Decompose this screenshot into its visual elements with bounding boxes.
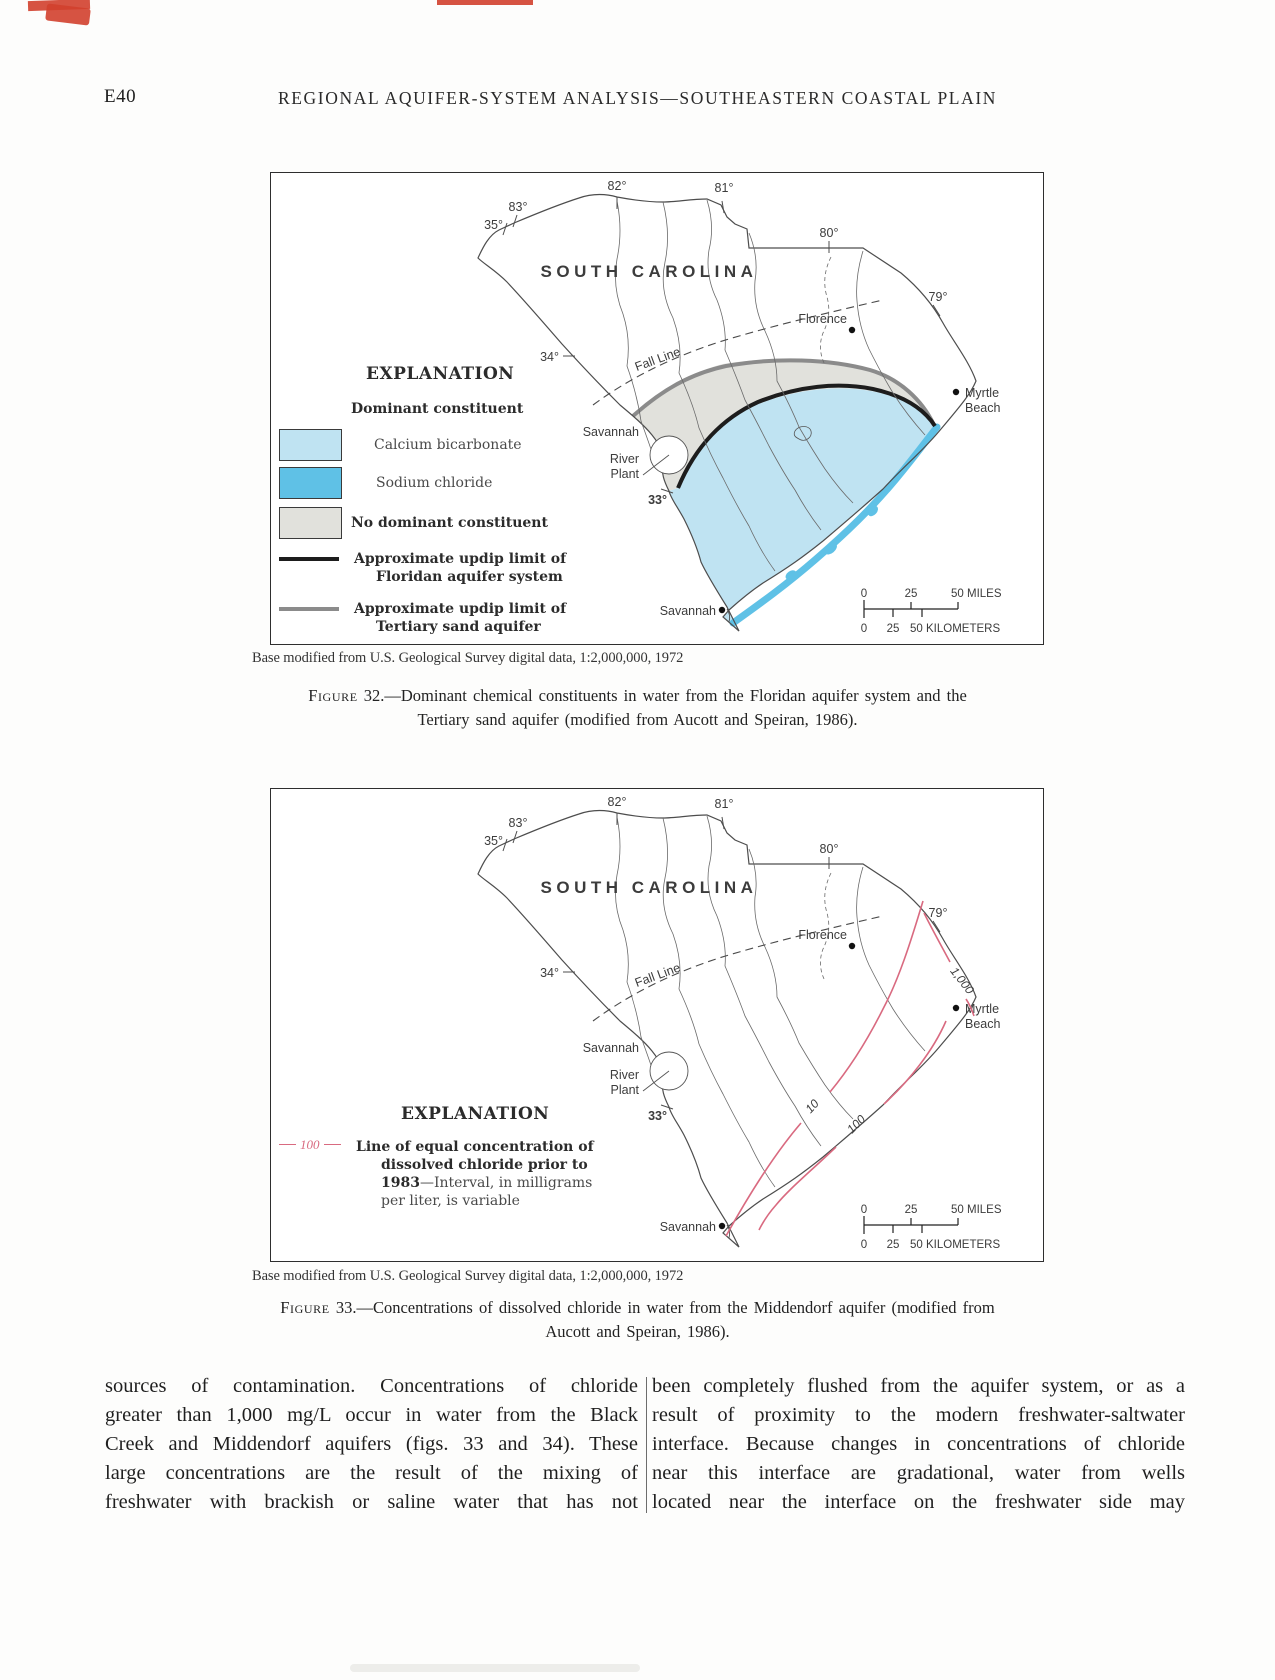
legend-swatch-no-dominant <box>279 507 342 539</box>
lon-81-label: 81° <box>714 181 734 195</box>
scale-km-50: 50 KILOMETERS <box>910 623 1001 635</box>
body-text-line: large concentrations are the result of the mixing of <box>105 1462 638 1484</box>
contour-1000-line <box>924 913 950 962</box>
fall-line-label: Fall Line <box>633 344 683 374</box>
river-line <box>663 818 775 1187</box>
florence-city-dot <box>849 327 855 333</box>
contour-100-line <box>759 1147 836 1230</box>
scale-bar <box>861 588 1002 635</box>
florence-label: Florence <box>798 312 847 326</box>
scale-km-0: 0 <box>860 623 868 635</box>
body-text-line: near this interface are gradational, water from wells <box>652 1462 1185 1484</box>
river-line-dashed <box>820 873 831 981</box>
contour-100-label: 100 <box>844 1112 869 1137</box>
scale-miles-25: 25 <box>904 1204 918 1216</box>
srp-label-1: Savannah <box>582 425 639 439</box>
lon-82-label: 82° <box>607 179 627 193</box>
chloride-contours <box>726 901 974 1236</box>
running-title: REGIONAL AQUIFER-SYSTEM ANALYSIS—SOUTHEASTERN COASTAL PLAIN <box>278 88 997 108</box>
figure32-regions <box>633 359 937 631</box>
scale-bar-line <box>864 600 958 618</box>
legend-line-floridan <box>279 557 339 561</box>
body-text-line: Creek and Middendorf aquifers (figs. 33 and 34). These <box>105 1433 638 1455</box>
legend-label-calcium-bicarbonate: Calcium bicarbonate <box>374 437 522 453</box>
figure32-caption-label: Figure <box>308 686 358 705</box>
figure33-caption <box>0 1296 1275 1344</box>
legend-label-no-dominant: No dominant constituent <box>351 515 548 531</box>
fall-line-label: Fall Line <box>633 960 683 990</box>
state-name-label: SOUTH CAROLINA <box>540 262 758 281</box>
lon-79-label: 79° <box>928 290 948 304</box>
figure32-explanation-subtitle: Dominant constituent <box>351 401 524 417</box>
body-text-line: greater than 1,000 mg/L occur in water from the Black <box>105 1404 638 1426</box>
figure32-caption-line2: Tertiary sand aquifer (modified from Aucott and Speiran, 1986). <box>417 710 858 729</box>
scale-km-25: 25 <box>886 623 900 635</box>
figure33-legend-line3-bold: 1983 <box>381 1175 420 1191</box>
lon-83-label: 83° <box>508 200 528 214</box>
figure33-legend-line4: per liter, is variable <box>381 1193 520 1209</box>
scale-bar <box>861 1204 1002 1251</box>
river-line-dashed <box>820 257 831 365</box>
figure33-explanation-title: EXPLANATION <box>401 1104 550 1124</box>
degree-labels <box>484 795 947 1123</box>
scale-km-50: 50 KILOMETERS <box>910 1239 1001 1251</box>
scale-km-25: 25 <box>886 1239 900 1251</box>
srp-label-3: Plant <box>610 467 639 481</box>
legend-label-floridan-1: Approximate updip limit of <box>354 551 567 567</box>
figure32-caption-line1: 32.—Dominant chemical constituents in water from the Floridan aquifer system and the <box>357 686 967 705</box>
lat-34-label: 34° <box>540 966 559 980</box>
contour-100-line <box>884 1021 946 1104</box>
myrtle-beach-city-dot <box>953 1005 959 1011</box>
degree-tick <box>513 215 517 227</box>
body-text-line: sources of contamination. Concentrations of chloride <box>105 1375 638 1397</box>
body-text-line: result of proximity to the modern freshwater-saltwater <box>652 1404 1185 1426</box>
figure33-base-credit: Base modified from U.S. Geological Survey digital data, 1:2,000,000, 1972 <box>252 1268 684 1284</box>
legend-label-floridan-2: Floridan aquifer system <box>376 569 563 585</box>
degree-ticks <box>503 813 940 1109</box>
srp-label-1: Savannah <box>582 1041 639 1055</box>
lon-79-label: 79° <box>928 906 948 920</box>
savannah-city-dot <box>719 1223 725 1229</box>
body-left-column <box>105 1372 638 1517</box>
myrtle-beach-city-dot <box>953 389 959 395</box>
lat-34-label: 34° <box>540 350 559 364</box>
figure33-caption-line1: 33.—Concentrations of dissolved chloride in water from the Middendorf aquifer (modified from <box>329 1298 995 1317</box>
lon-80-label: 80° <box>819 226 839 240</box>
contour-labels <box>802 964 977 1136</box>
savannah-city-dot <box>719 607 725 613</box>
river-line <box>857 867 925 1051</box>
scan-smudge <box>350 1664 640 1672</box>
figure33-frame <box>270 788 1044 1262</box>
body-text-line: freshwater with brackish or saline water that has not <box>105 1491 638 1513</box>
column-divider <box>646 1377 647 1513</box>
figure32-explanation-title: EXPLANATION <box>366 364 515 384</box>
state-name-label: SOUTH CAROLINA <box>540 878 758 897</box>
savannah-label: Savannah <box>659 604 716 618</box>
page-number: E40 <box>104 86 137 107</box>
contour-legend-symbol <box>279 1136 341 1154</box>
figure33-legend-line3-reg: —Interval, in milligrams <box>419 1175 593 1191</box>
figure32-caption <box>0 684 1275 732</box>
figure33-caption-label: Figure <box>280 1298 330 1317</box>
body-right-column <box>652 1372 1185 1517</box>
srp-label-3: Plant <box>610 1083 639 1097</box>
savannah-label: Savannah <box>659 1220 716 1234</box>
florence-label: Florence <box>798 928 847 942</box>
lon-80-label: 80° <box>819 842 839 856</box>
legend-label-tertiary-2: Tertiary sand aquifer <box>376 619 541 635</box>
legend-line-tertiary <box>279 607 339 611</box>
scale-miles-25: 25 <box>904 588 918 600</box>
lat-33-label: 33° <box>648 493 667 507</box>
body-text-line: located near the interface on the freshwater side may <box>652 1491 1185 1513</box>
degree-tick <box>503 223 507 235</box>
florence-city-dot <box>849 943 855 949</box>
degree-tick <box>503 839 507 851</box>
scale-miles-50: 50 MILES <box>951 1204 1002 1216</box>
srp-label-2: River <box>609 452 639 466</box>
lat-35-label: 35° <box>484 218 503 232</box>
lat-35-label: 35° <box>484 834 503 848</box>
scan-artifact <box>437 0 533 5</box>
lon-83-label: 83° <box>508 816 528 830</box>
body-text-line: interface. Because changes in concentrations of chloride <box>652 1433 1185 1455</box>
legend-label-tertiary-1: Approximate updip limit of <box>354 601 567 617</box>
scale-bar-line <box>864 1216 958 1234</box>
scale-miles-0: 0 <box>860 588 868 600</box>
srp-label-2: River <box>609 1068 639 1082</box>
figure32-frame <box>270 172 1044 645</box>
scale-miles-0: 0 <box>860 1204 868 1216</box>
scale-miles-50: 50 MILES <box>951 588 1002 600</box>
legend-label-sodium-chloride: Sodium chloride <box>376 475 493 491</box>
degree-tick <box>513 831 517 843</box>
river-lines <box>615 816 925 1187</box>
legend-swatch-calcium-bicarbonate <box>279 429 342 461</box>
river-line <box>615 817 655 1077</box>
myrtle-beach-label-2: Beach <box>965 1017 1001 1031</box>
lon-82-label: 82° <box>607 795 627 809</box>
lat-33-label: 33° <box>648 1109 667 1123</box>
myrtle-beach-label-2: Beach <box>965 401 1001 415</box>
figure32-base-credit: Base modified from U.S. Geological Survey digital data, 1:2,000,000, 1972 <box>252 650 684 666</box>
myrtle-beach-label-1: Myrtle <box>965 386 1000 400</box>
contour-legend-dash <box>279 1144 296 1145</box>
figure33-caption-line2: Aucott and Speiran, 1986). <box>545 1322 730 1341</box>
contour-legend-value: 100 <box>300 1137 320 1152</box>
river-line <box>749 849 853 1119</box>
figure33-legend-line2: dissolved chloride prior to <box>381 1157 588 1173</box>
contour-1000-label: 1,000 <box>947 964 977 997</box>
degree-tick <box>933 921 940 932</box>
degree-tick <box>933 305 940 316</box>
contour-legend-dash <box>324 1144 341 1145</box>
figure33-legend-line1: Line of equal concentration of <box>356 1139 594 1155</box>
figure33-legend-line3 <box>381 1175 592 1191</box>
scale-km-0: 0 <box>860 1239 868 1251</box>
myrtle-beach-label-1: Myrtle <box>965 1002 1000 1016</box>
body-text-line: been completely flushed from the aquifer system, or as a <box>652 1375 1185 1397</box>
legend-swatch-sodium-chloride <box>279 467 342 499</box>
lon-81-label: 81° <box>714 797 734 811</box>
contour-10-label: 10 <box>802 1096 822 1116</box>
